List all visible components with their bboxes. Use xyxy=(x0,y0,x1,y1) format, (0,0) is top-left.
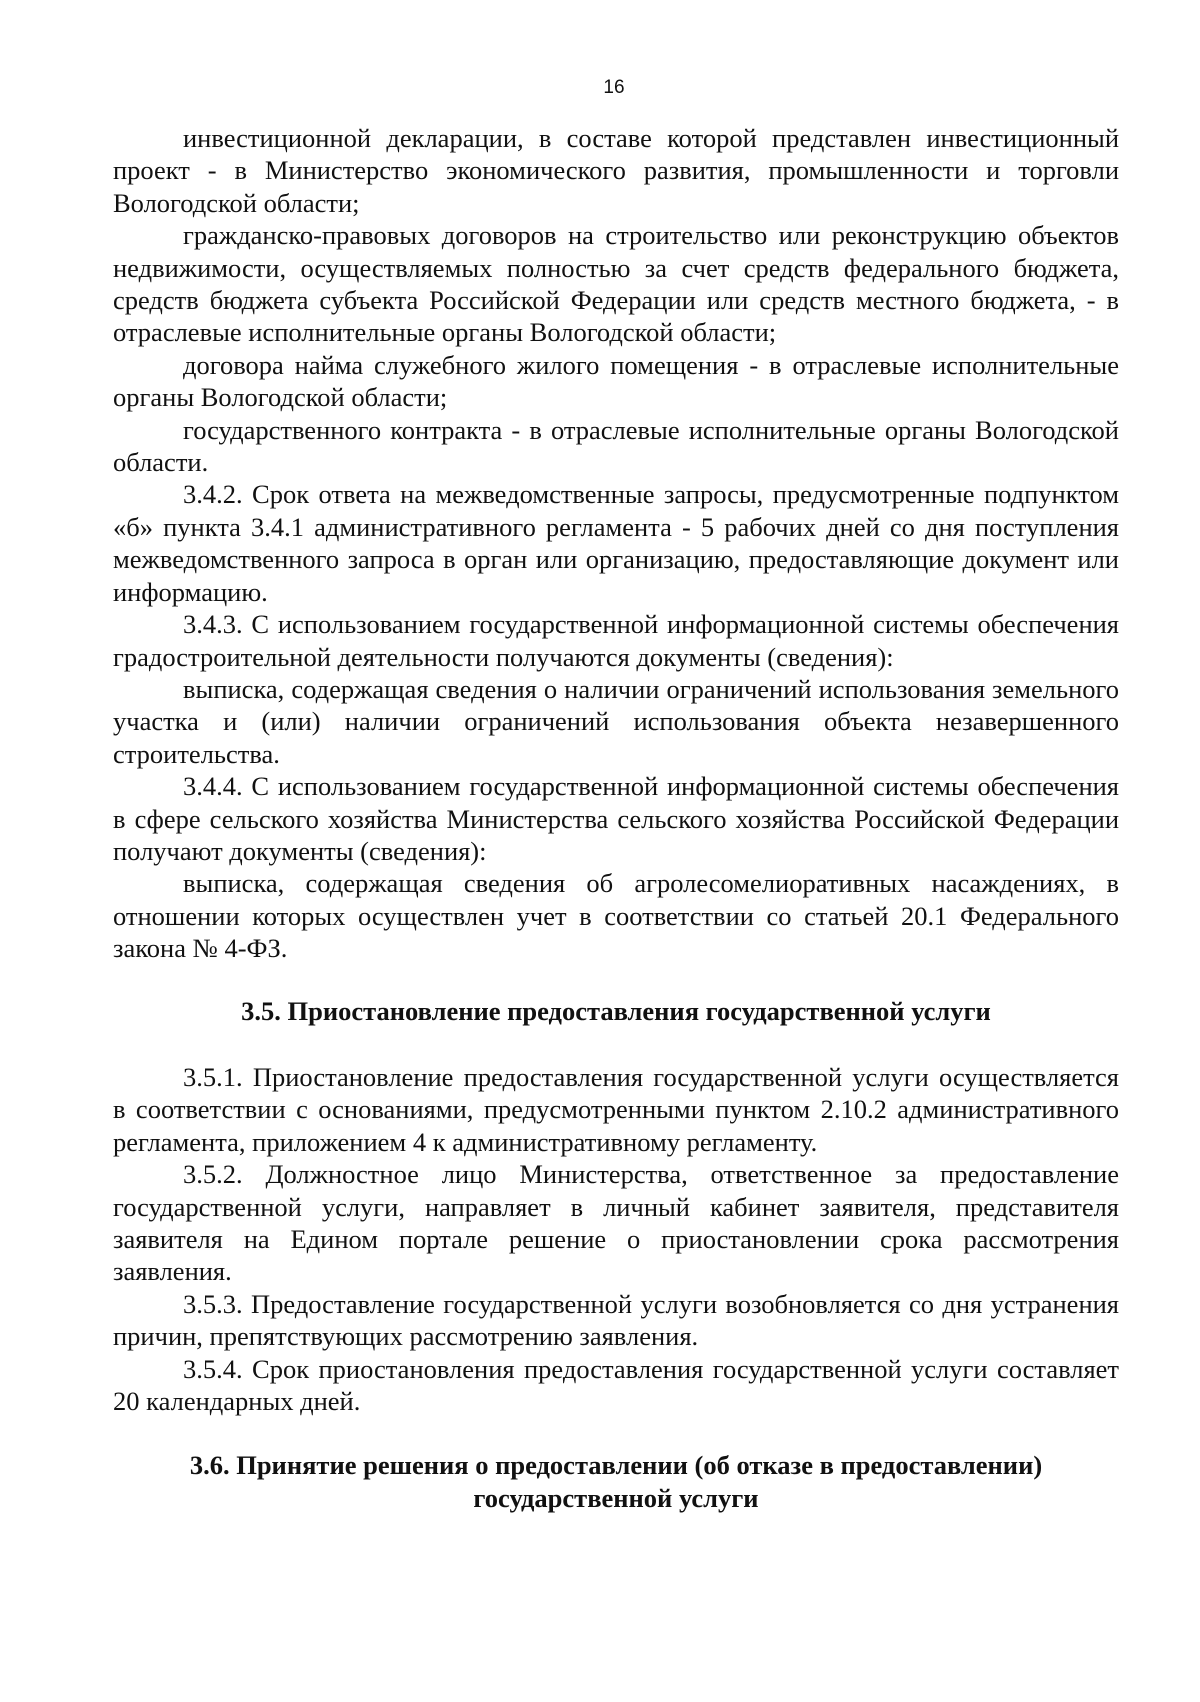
paragraph-3-5-4: 3.5.4. Срок приостановления предоставления государственной услуги составляет 20 календарных дней. xyxy=(113,1353,1119,1417)
paragraph-state-contract: государственного контракта - в отраслевые исполнительные органы Вологодской области. xyxy=(113,414,1119,478)
section-heading-3-6-line2: государственной услуги xyxy=(473,1482,759,1513)
section-heading-3-6-line1: 3.6. Принятие решения о предоставлении (об отказе в предоставлении) xyxy=(189,1450,1043,1481)
paragraph-3-4-2: 3.4.2. Срок ответа на межведомственные запросы, предусмотренные подпунктом «б» пункта 3.4.1 административного регламента - 5 рабочих дней со дня поступления межведомственного запроса в орган или организацию, предоставляющие документ или информацию. xyxy=(113,479,1119,607)
paragraph-extract-restrictions: выписка, содержащая сведения о наличии ограничений использования земельного участка и (или) наличии ограничений использования объекта незавершенного строительства. xyxy=(113,673,1119,769)
paragraph-3-4-3: 3.4.3. С использованием государственной информационной системы обеспечения градостроительной деятельности получаются документы (сведения): xyxy=(113,609,1119,672)
section-heading-3-6 xyxy=(113,1449,1119,1514)
paragraph-investment-declaration: инвестиционной декларации, в составе которой представлен инвестиционный проект - в Министерство экономического развития, промышленности и торговли Вологодской области; xyxy=(113,123,1119,218)
paragraph-3-5-3: 3.5.3. Предоставление государственной услуги возобновляется со дня устранения причин, препятствующих рассмотрению заявления. xyxy=(113,1288,1119,1352)
paragraph-civil-contracts: гражданско-правовых договоров на строительство или реконструкцию объектов недвижимости, осуществляемых полностью за счет средств федерального бюджета, средств бюджета субъекта Российской Федерации или средств местного бюджета, - в отраслевые исполнительные органы Вологодской области; xyxy=(113,220,1119,348)
section-heading-3-5: 3.5. Приостановление предоставления государственной услуги xyxy=(241,995,991,1026)
paragraph-3-5-2: 3.5.2. Должностное лицо Министерства, ответственное за предоставление государственной услуги, направляет в личный кабинет заявителя, представителя заявителя на Едином портале решение о приостановлении срока рассмотрения заявления. xyxy=(113,1159,1119,1287)
paragraph-3-4-4: 3.4.4. С использованием государственной информационной системы обеспечения в сфере сельского хозяйства Министерства сельского хозяйства Российской Федерации получают документы (сведения): xyxy=(113,771,1119,866)
page-number: 16 xyxy=(603,77,625,98)
document-body xyxy=(113,122,1119,1514)
paragraph-3-5-1: 3.5.1. Приостановление предоставления государственной услуги осуществляется в соответствии с основаниями, предусмотренными пунктом 2.10.2 административного регламента, приложением 4 к административному регламенту. xyxy=(113,1061,1119,1157)
paragraph-extract-agroforestry: выписка, содержащая сведения об агролесомелиоративных насаждениях, в отношении которых осуществлен учет в соответствии со статьей 20.1 Федерального закона № 4-ФЗ. xyxy=(113,868,1119,964)
paragraph-housing-lease: договора найма служебного жилого помещения - в отраслевые исполнительные органы Вологодской области; xyxy=(113,349,1119,413)
